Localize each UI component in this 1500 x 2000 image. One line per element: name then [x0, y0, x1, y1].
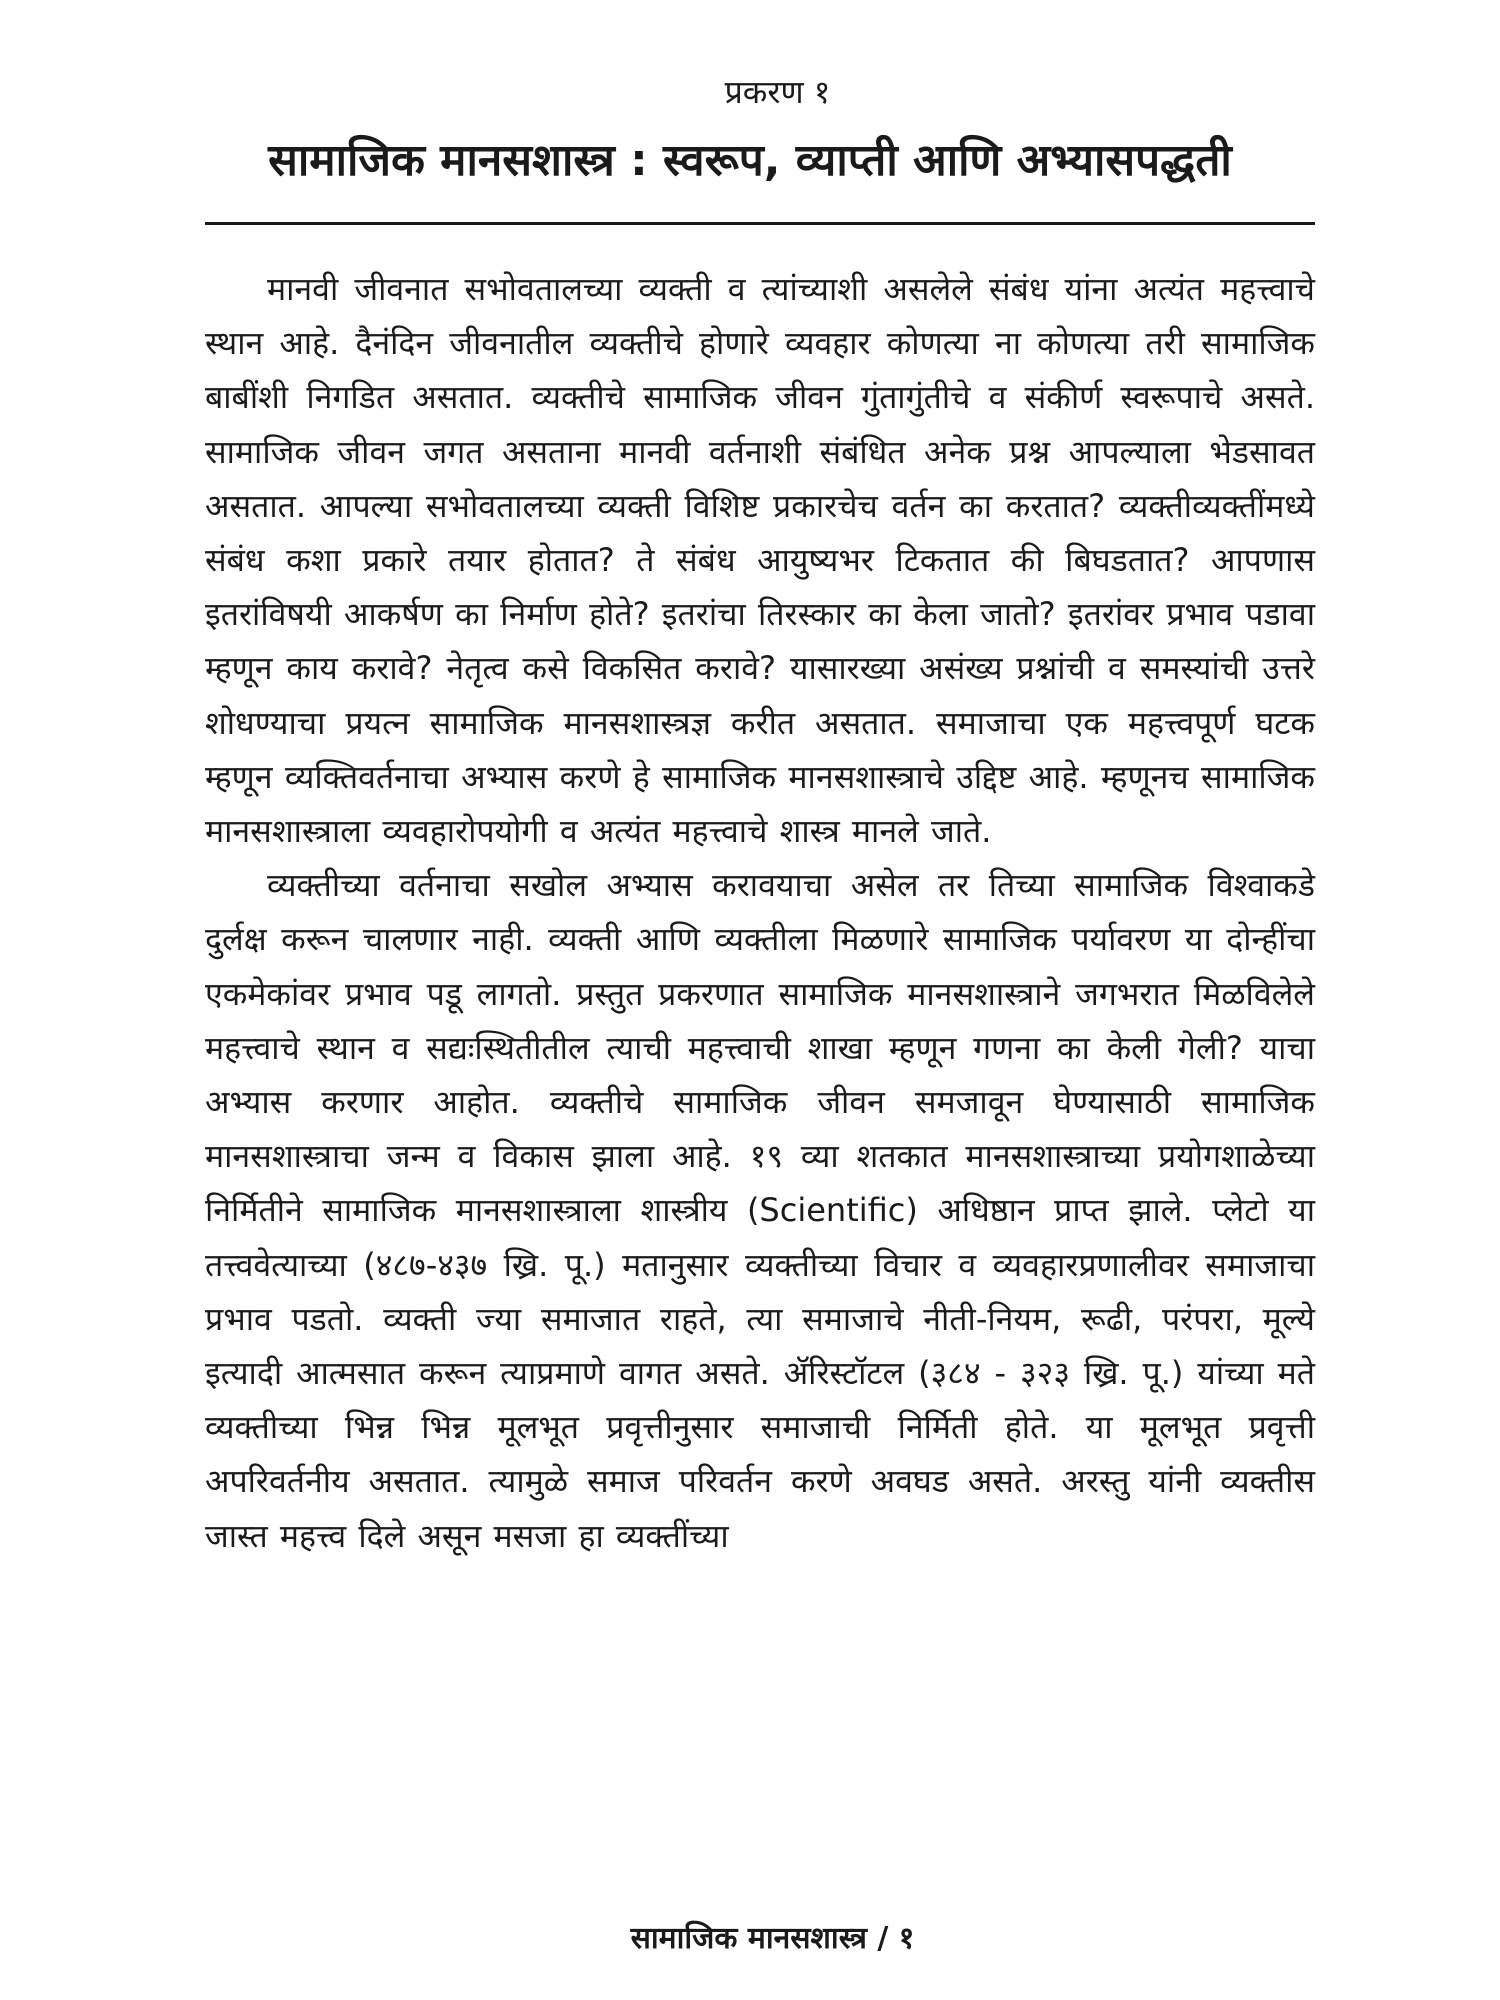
body-text: [205, 262, 1315, 1563]
chapter-label: प्रकरण १: [724, 73, 831, 111]
paragraph-1: मानवी जीवनात सभोवतालच्या व्यक्ती व त्यांच्याशी असलेले संबंध यांना अत्यंत महत्त्वाचे स्थान आहे. दैनंदिन जीवनातील व्यक्तीचे होणारे व्यवहार कोणत्या ना कोणत्या तरी सामाजिक बाबींशी निगडित असतात. व्यक्तीचे सामाजिक जीवन गुंतागुंतीचे व संकीर्ण स्वरूपाचे असते. सामाजिक जीवन जगत असताना मानवी वर्तनाशी संबंधित अनेक प्रश्न आपल्याला भेडसावत असतात. आपल्या सभोवतालच्या व्यक्ती विशिष्ट प्रकारचेच वर्तन का करतात? व्यक्तीव्यक्तींमध्ये संबंध कशा प्रकारे तयार होतात? ते संबंध आयुष्यभर टिकतात की बिघडतात? आपणास इतरांविषयी आकर्षण का निर्माण होते? इतरांचा तिरस्कार का केला जातो? इतरांवर प्रभाव पडावा म्हणून काय करावे? नेतृत्व कसे विकसित करावे? यासारख्या असंख्य प्रश्नांची व समस्यांची उत्तरे शोधण्याचा प्रयत्न सामाजिक मानसशास्त्रज्ञ करीत असतात. समाजाचा एक महत्त्वपूर्ण घटक म्हणून व्यक्तिवर्तनाचा अभ्यास करणे हे सामाजिक मानसशास्त्राचे उद्दिष्ट आहे. म्हणूनच सामाजिक मानसशास्त्राला व्यवहारोपयोगी व अत्यंत महत्त्वाचे शास्त्र मानले जाते.: [205, 270, 1315, 851]
paragraph-2: व्यक्तीच्या वर्तनाचा सखोल अभ्यास करावयाचा असेल तर तिच्या सामाजिक विश्वाकडे दुर्लक्ष करून चालणार नाही. व्यक्ती आणि व्यक्तीला मिळणारे सामाजिक पर्यावरण या दोन्हींचा एकमेकांवर प्रभाव पडू लागतो. प्रस्तुत प्रकरणात सामाजिक मानसशास्त्राने जगभरात मिळविलेले महत्त्वाचे स्थान व सद्यःस्थितीतील त्याची महत्त्वाची शाखा म्हणून गणना का केली गेली? याचा अभ्यास करणार आहोत. व्यक्तीचे सामाजिक जीवन समजावून घेण्यासाठी सामाजिक मानसशास्त्राचा जन्म व विकास झाला आहे. १९ व्या शतकात मानसशास्त्राच्या प्रयोगशाळेच्या निर्मितीने सामाजिक मानसशास्त्राला शास्त्रीय (Scientific) अधिष्ठान प्राप्त झाले. प्लेटो या तत्त्ववेत्याच्या (४८७-४३७ ख्रि. पू.) मतानुसार व्यक्तीच्या विचार व व्यवहारप्रणालीवर समाजाचा प्रभाव पडतो. व्यक्ती ज्या समाजात राहते, त्या समाजाचे नीती-नियम, रूढी, परंपरा, मूल्ये इत्यादी आत्मसात करून त्याप्रमाणे वागत असते. ॲरिस्टॉटल (३८४ - ३२३ ख्रि. पू.) यांच्या मते व्यक्तीच्या भिन्न भिन्न मूलभूत प्रवृत्तीनुसार समाजाची निर्मिती होते. या मूलभूत प्रवृत्ती अपरिवर्तनीय असतात. त्यामुळे समाज परिवर्तन करणे अवघड असते. अरस्तु यांनी व्यक्तीस जास्त महत्त्व दिले असून मसजा हा व्यक्तींच्या: [205, 866, 1315, 1555]
chapter-title: सामाजिक मानसशास्त्र : स्वरूप, व्याप्ती आणि अभ्यासपद्धती: [268, 135, 1232, 186]
page-footer: सामाजिक मानसशास्त्र / १: [630, 1921, 915, 1956]
title-divider: [205, 222, 1315, 225]
